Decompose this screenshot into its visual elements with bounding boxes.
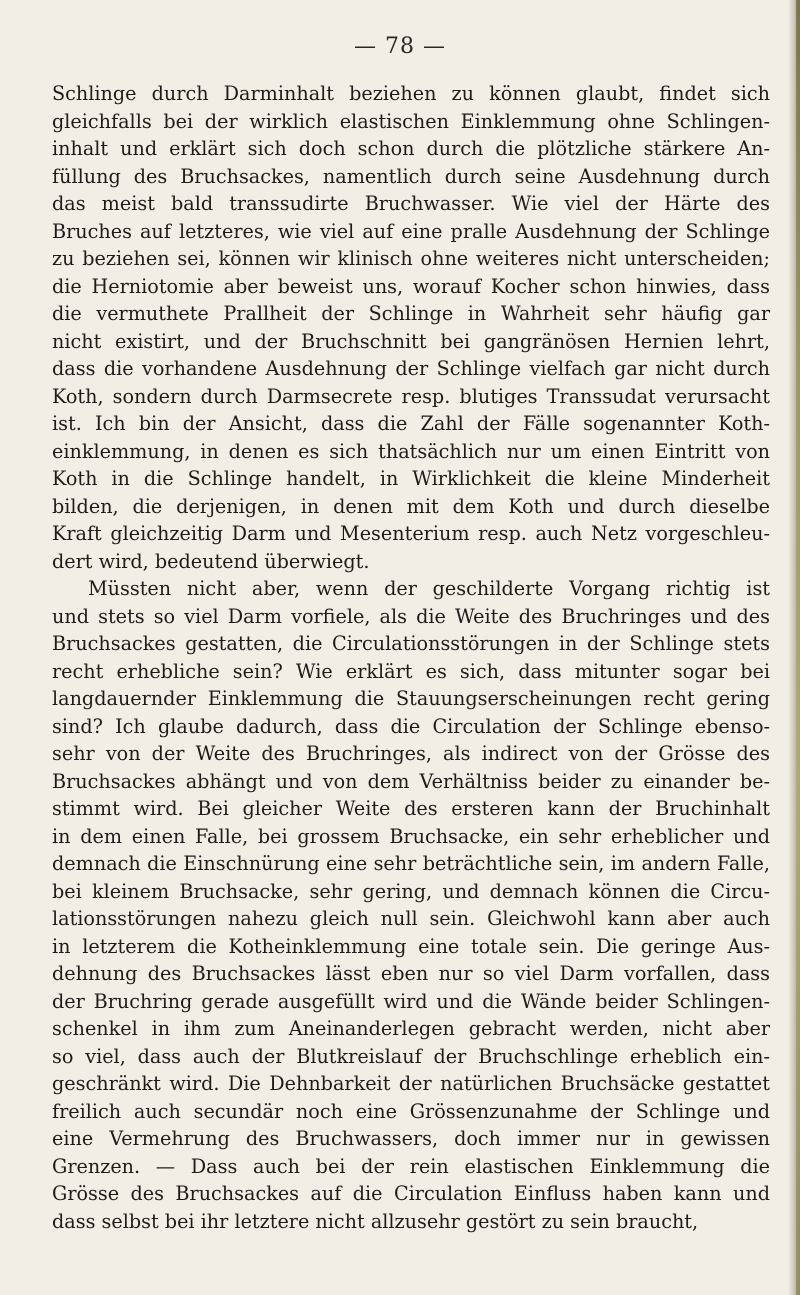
text-line: einklemmung, in denen es sich thatsächlich nur um einen Eintritt von: [52, 439, 770, 463]
paragraph-end-line: dert wird, bedeutend überwiegt.: [52, 549, 370, 573]
text-line: sehr von der Weite des Bruchringes, als indirect von der Grösse des: [52, 742, 770, 765]
text-line: inhalt und erklärt sich doch schon durch die plötzliche stärkere An-: [52, 137, 770, 160]
text-line: stimmt wird. Bei gleicher Weite des ersteren kann der Bruchinhalt: [52, 797, 770, 820]
text-line: demnach die Einschnürung eine sehr beträchtliche sein, im andern Falle,: [52, 852, 770, 875]
text-line: freilich auch secundär noch eine Grössenzunahme der Schlinge und: [52, 1099, 770, 1123]
text-line: die vermuthete Prallheit der Schlinge in Wahrheit sehr häufig gar: [52, 302, 770, 325]
text-line: bilden, die derjenigen, in denen mit dem Koth und durch dieselbe: [52, 494, 770, 518]
text-line: lationsstörungen nahezu gleich null sein. Gleichwohl kann aber auch: [52, 907, 770, 930]
text-line: Bruches auf letzteres, wie viel auf eine pralle Ausdehnung der Schlinge: [52, 219, 770, 243]
text-line: zu beziehen sei, können wir klinisch ohne weiteres nicht unterscheiden;: [52, 247, 770, 270]
text-line: Koth, sondern durch Darmsecrete resp. blutiges Transsudat verursacht: [52, 384, 770, 408]
paragraph-start-line: Müssten nicht aber, wenn der geschilderte Vorgang richtig ist: [88, 577, 770, 600]
text-line: dehnung des Bruchsackes lässt eben nur so viel Darm vorfallen, dass: [52, 962, 770, 985]
text-line: Koth in die Schlinge handelt, in Wirklichkeit die kleine Minderheit: [52, 467, 770, 490]
scan-edge-strip: [796, 0, 800, 1295]
text-line: und stets so viel Darm vorfiele, als die Weite des Bruchringes und des: [52, 604, 770, 628]
text-line: langdauernder Einklemmung die Stauungserscheinungen recht gering: [52, 687, 770, 710]
page-number: — 78 —: [354, 34, 446, 59]
text-line: sind? Ich glaube dadurch, dass die Circulation der Schlinge ebenso-: [52, 714, 770, 738]
text-line: nicht existirt, und der Bruchschnitt bei gangränösen Hernien lehrt,: [52, 329, 770, 353]
text-line: in dem einen Falle, bei grossem Bruchsacke, ein sehr erheblicher und: [52, 824, 770, 848]
text-line: recht erhebliche sein? Wie erklärt es sich, dass mitunter sogar bei: [52, 659, 770, 683]
text-line: Schlinge durch Darminhalt beziehen zu können glaubt, findet sich: [52, 82, 770, 105]
text-line: schenkel in ihm zum Aneinanderlegen gebracht werden, nicht aber: [52, 1017, 770, 1040]
text-line: in letzterem die Kotheinklemmung eine totale sein. Die geringe Aus-: [52, 934, 770, 958]
text-line: ist. Ich bin der Ansicht, dass die Zahl der Fälle sogenannter Koth-: [52, 412, 770, 435]
text-line: dass die vorhandene Ausdehnung der Schlinge vielfach gar nicht durch: [52, 357, 770, 380]
text-line: so viel, dass auch der Blutkreislauf der Bruchschlinge erheblich ein-: [52, 1044, 770, 1068]
text-line: geschränkt wird. Die Dehnbarkeit der natürlichen Bruchsäcke gestattet: [52, 1072, 770, 1095]
text-line: dass selbst bei ihr letztere nicht allzusehr gestört zu sein braucht,: [52, 1209, 699, 1233]
text-line: Bruchsackes abhängt und von dem Verhältniss beider zu einander be-: [52, 769, 770, 793]
text-line: Grösse des Bruchsackes auf die Circulation Einfluss haben kann und: [52, 1182, 770, 1205]
text-line: der Bruchring gerade ausgefüllt wird und die Wände beider Schlingen-: [52, 989, 770, 1013]
text-line: füllung des Bruchsackes, namentlich durch seine Ausdehnung durch: [52, 164, 770, 188]
text-line: Grenzen. — Dass auch bei der rein elastischen Einklemmung die: [52, 1154, 770, 1178]
text-line: bei kleinem Bruchsacke, sehr gering, und demnach können die Circu-: [52, 879, 770, 903]
text-line: das meist bald transsudirte Bruchwasser. Wie viel der Härte des: [52, 192, 770, 215]
text-line: Bruchsackes gestatten, die Circulationsstörungen in der Schlinge stets: [52, 632, 770, 655]
body-text: [52, 80, 770, 1235]
text-line: die Herniotomie aber beweist uns, worauf Kocher schon hinwies, dass: [52, 274, 770, 298]
text-line: gleichfalls bei der wirklich elastischen Einklemmung ohne Schlingen-: [52, 109, 770, 133]
text-line: eine Vermehrung des Bruchwassers, doch immer nur in gewissen: [52, 1127, 770, 1150]
text-line: Kraft gleichzeitig Darm und Mesenterium resp. auch Netz vorgeschleu-: [52, 522, 770, 545]
